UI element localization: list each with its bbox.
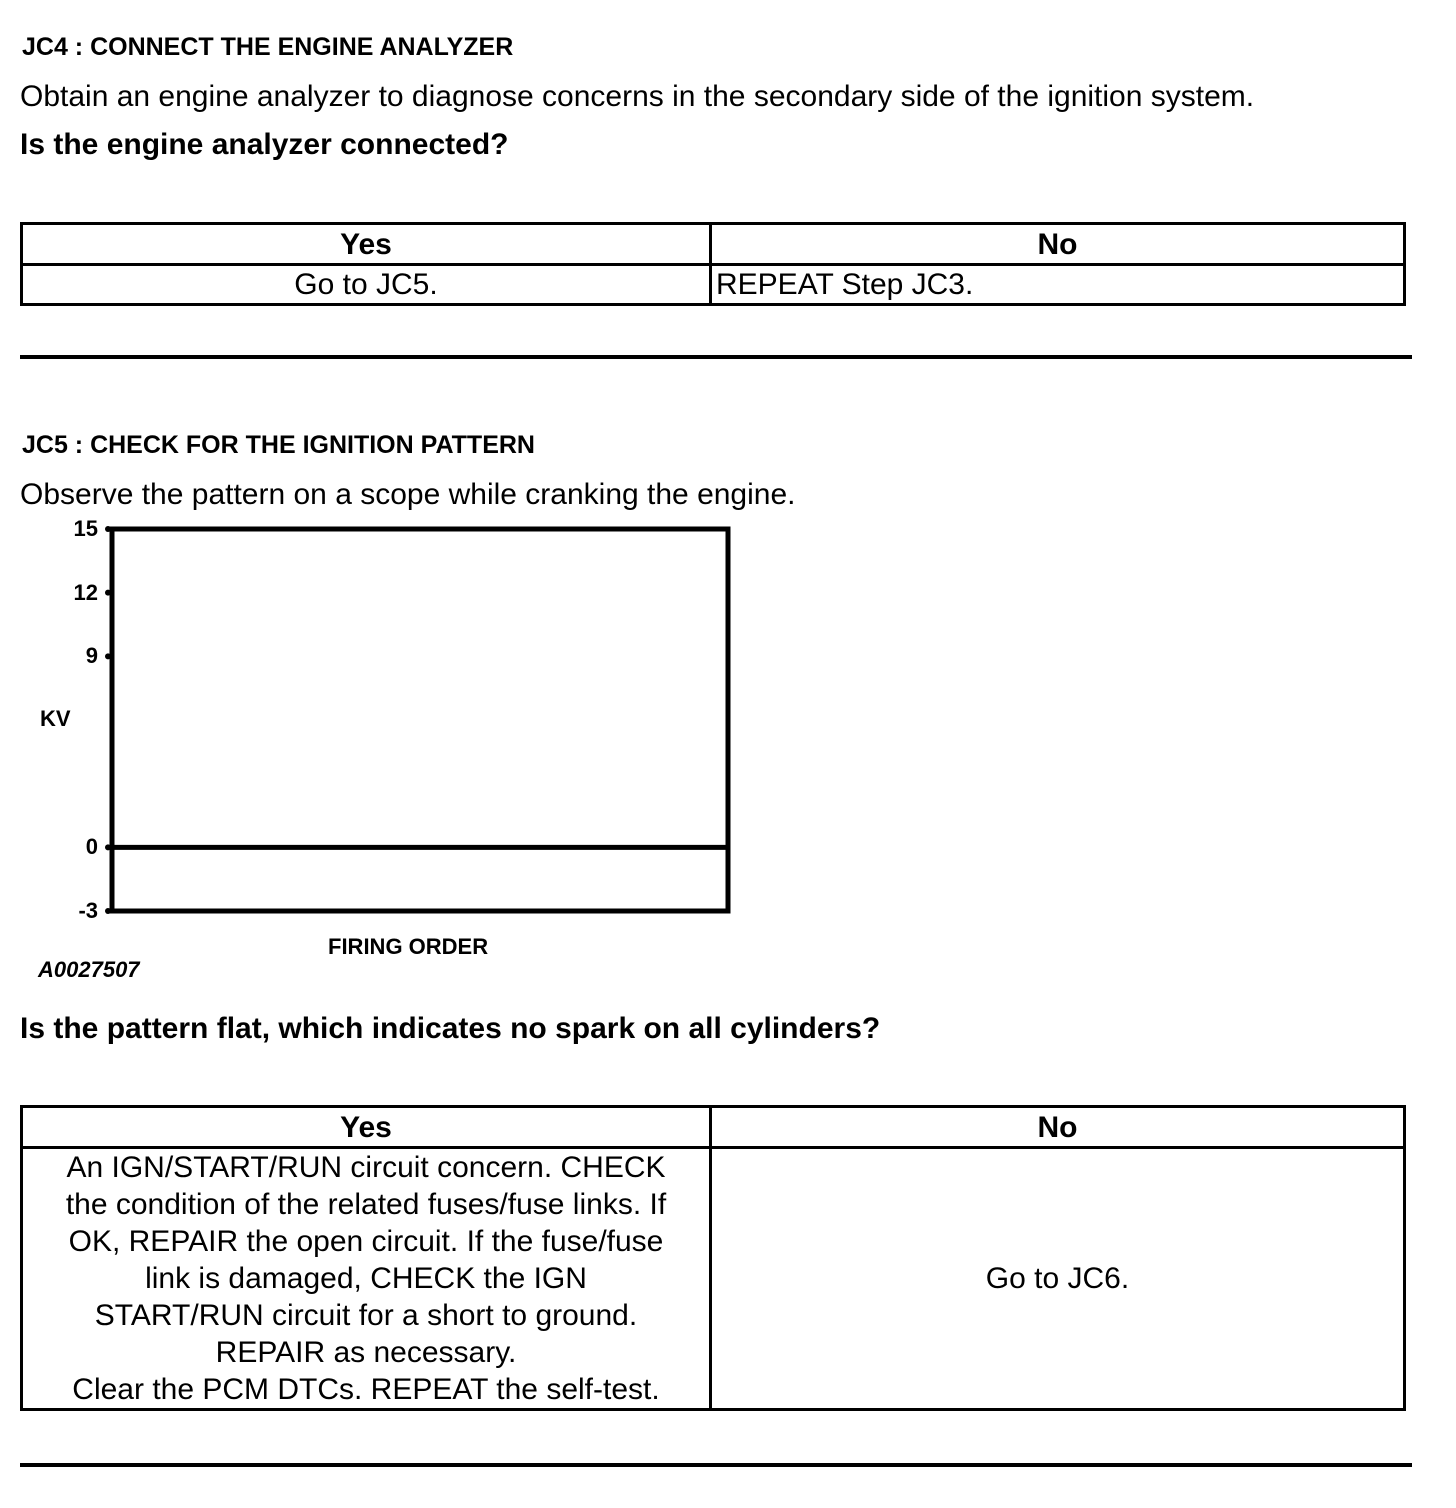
- jc4-yes-action: Go to JC5.: [22, 265, 711, 305]
- y-tick-mark: [105, 526, 111, 532]
- jc5-decision-table: [20, 1105, 1406, 1411]
- y-tick-label: 12: [73, 579, 98, 605]
- y-tick-label: 9: [85, 643, 98, 669]
- jc4-yes-header: Yes: [22, 224, 711, 265]
- scope-frame: [112, 529, 728, 911]
- jc5-question: Is the pattern flat, which indicates no spark on all cylinders?: [20, 1012, 881, 1045]
- section-divider: [20, 1463, 1412, 1467]
- jc5-yes-line: REPAIR as necessary.: [215, 1336, 517, 1369]
- jc4-no-header: No: [711, 224, 1405, 265]
- y-tick-label: 15: [73, 516, 98, 541]
- jc5-yes-line: link is damaged, CHECK the IGN: [145, 1262, 587, 1295]
- y-axis-label: KV: [40, 706, 71, 731]
- section-divider: [20, 355, 1412, 359]
- x-axis-label: FIRING ORDER: [328, 934, 489, 959]
- y-tick-mark: [105, 590, 111, 596]
- jc4-decision-table: [20, 222, 1406, 306]
- y-tick-mark: [105, 844, 111, 850]
- figure-id: A0027507: [38, 957, 140, 982]
- jc4-no-action: REPEAT Step JC3.: [711, 265, 1405, 305]
- jc5-yes-line: An IGN/START/RUN circuit concern. CHECK: [66, 1151, 666, 1184]
- jc5-yes-line: START/RUN circuit for a short to ground.: [94, 1299, 638, 1332]
- jc5-no-action: Go to JC6.: [711, 1148, 1405, 1410]
- scope-plot: [0, 510, 760, 930]
- jc5-title: JC5 : CHECK FOR THE IGNITION PATTERN: [22, 431, 535, 459]
- y-tick-label: 0: [85, 834, 98, 860]
- jc5-yes-header: Yes: [22, 1107, 711, 1148]
- jc5-yes-line: the condition of the related fuses/fuse links. If: [65, 1188, 667, 1221]
- y-tick-mark: [105, 653, 111, 659]
- jc5-yes-action: [22, 1148, 711, 1410]
- jc4-question: Is the engine analyzer connected?: [20, 128, 509, 161]
- y-tick-label: -3: [78, 898, 98, 923]
- y-tick-mark: [105, 908, 111, 914]
- jc5-yes-line: Clear the PCM DTCs. REPEAT the self-test.: [72, 1373, 660, 1406]
- ignition-pattern-chart: [0, 510, 760, 990]
- jc5-yes-line: OK, REPAIR the open circuit. If the fuse/fuse: [68, 1225, 664, 1258]
- jc4-title: JC4 : CONNECT THE ENGINE ANALYZER: [22, 33, 514, 61]
- jc5-no-header: No: [711, 1107, 1405, 1148]
- jc5-instruction: Observe the pattern on a scope while cranking the engine.: [20, 478, 796, 511]
- jc4-instruction: Obtain an engine analyzer to diagnose concerns in the secondary side of the ignition system.: [20, 80, 1255, 113]
